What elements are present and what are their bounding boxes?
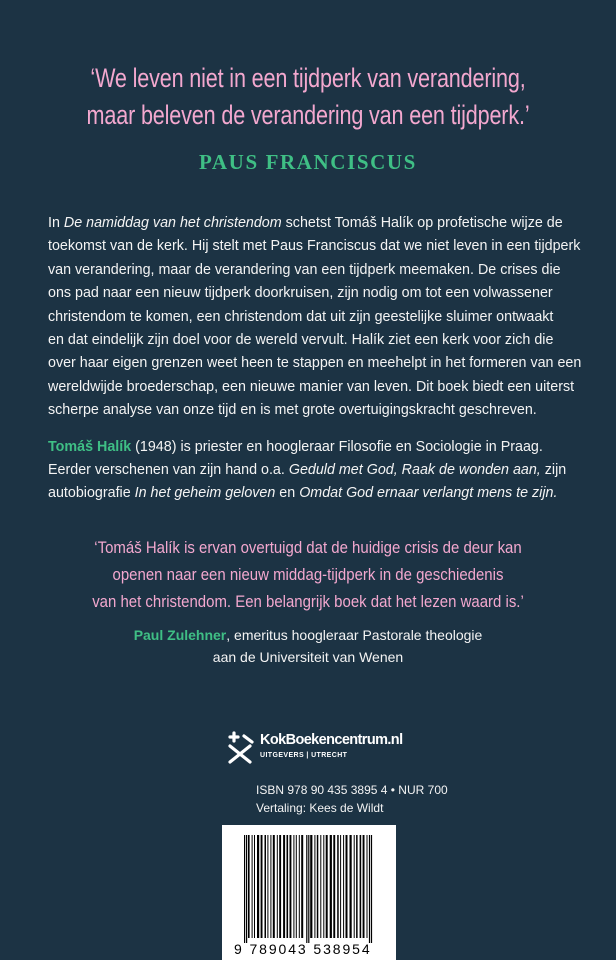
- review-line: ‘Tomáš Halík is ervan overtuigd dat de huidige crisis de deur kan: [94, 538, 522, 557]
- barcode-number: 9 789043 538954: [234, 941, 372, 957]
- description-paragraph: [48, 212, 582, 423]
- text-span: Eerder verschenen van zijn hand o.a.: [48, 462, 289, 479]
- reviewer-role: aan de Universiteit van Wenen: [212, 649, 404, 665]
- text-line: van verandering, maar de verandering van een tijdperk meemaken. De crises die: [48, 261, 561, 278]
- isbn-line: ISBN 978 90 435 3895 4 • NUR 700: [256, 783, 448, 797]
- book-metadata: [256, 781, 448, 817]
- text-span: In: [48, 215, 64, 231]
- barcode-bars: [222, 825, 396, 943]
- text-span: en: [275, 485, 300, 502]
- text-span: zijn: [540, 462, 567, 479]
- review-line: van het christendom. Een belangrijk boek dat het lezen waard is.’: [92, 592, 524, 611]
- epigraph-quote: [62, 60, 555, 134]
- text-line: toekomst van de kerk. Hij stelt met Paus Franciscus dat we niet leven in een tijdperk: [48, 238, 581, 255]
- reviewer-role: , emeritus hoogleraar Pastorale theologie: [226, 627, 483, 643]
- book-title: In het geheim geloven: [134, 485, 276, 502]
- author-bio-paragraph: [48, 436, 578, 506]
- book-title: Geduld met God, Raak de wonden aan,: [288, 462, 541, 479]
- epigraph-line: ‘We leven niet in een tijdperk van verandering,: [90, 63, 526, 93]
- book-title: De namiddag van het christendom: [63, 215, 282, 231]
- text-span: schetst Tomáš Halík op profetische wijze de: [281, 215, 563, 231]
- reviewer-name: Paul Zulehner: [133, 627, 227, 643]
- author-name: Tomáš Halík: [48, 438, 132, 455]
- review-line: openen naar een nieuw middag-tijdperk in de geschiedenis: [112, 565, 504, 584]
- text-span: autobiografie: [48, 485, 135, 502]
- text-line: wereldwijde broederschap, een nieuwe manier van leven. Dit boek biedt een uiterst: [48, 378, 575, 395]
- publisher-logo: [226, 728, 426, 766]
- blurb-text: [48, 212, 582, 506]
- review-author: [0, 624, 616, 668]
- text-line: christendom te komen, een christendom dat uit zijn geestelijke sluimer ontwaakt: [48, 308, 554, 325]
- text-span: (1948) is priester en hoogleraar Filosofie en Sociologie in Praag.: [131, 438, 543, 455]
- book-title: Omdat God ernaar verlangt mens te zijn.: [299, 485, 558, 502]
- translator-line: Vertaling: Kees de Wildt: [256, 801, 384, 815]
- publisher-name: KokBoekencentrum.nl: [260, 732, 403, 748]
- text-line: over haar eigen grenzen weet heen te stappen en meehelpt in het formeren van een: [48, 355, 582, 372]
- text-line: en dat eindelijk zijn doel voor de wereld vervult. Halík ziet een kerk voor zich die: [48, 332, 554, 349]
- epigraph-line: maar beleven de verandering van een tijdperk.’: [86, 100, 530, 130]
- publisher-logo-icon: [226, 728, 256, 766]
- publisher-subtitle: UITGEVERS | UTRECHT: [260, 752, 348, 759]
- text-line: scherpe analyse van onze tijd en is met grote overtuigingskracht geschreven.: [48, 402, 537, 419]
- text-line: ons pad naar een nieuw tijdperk doorkruisen, zijn nodig om tot een volwassener: [48, 285, 553, 302]
- review-quote: [37, 534, 579, 615]
- barcode: [222, 825, 396, 960]
- epigraph-author: PAUS FRANCISCUS: [199, 150, 417, 174]
